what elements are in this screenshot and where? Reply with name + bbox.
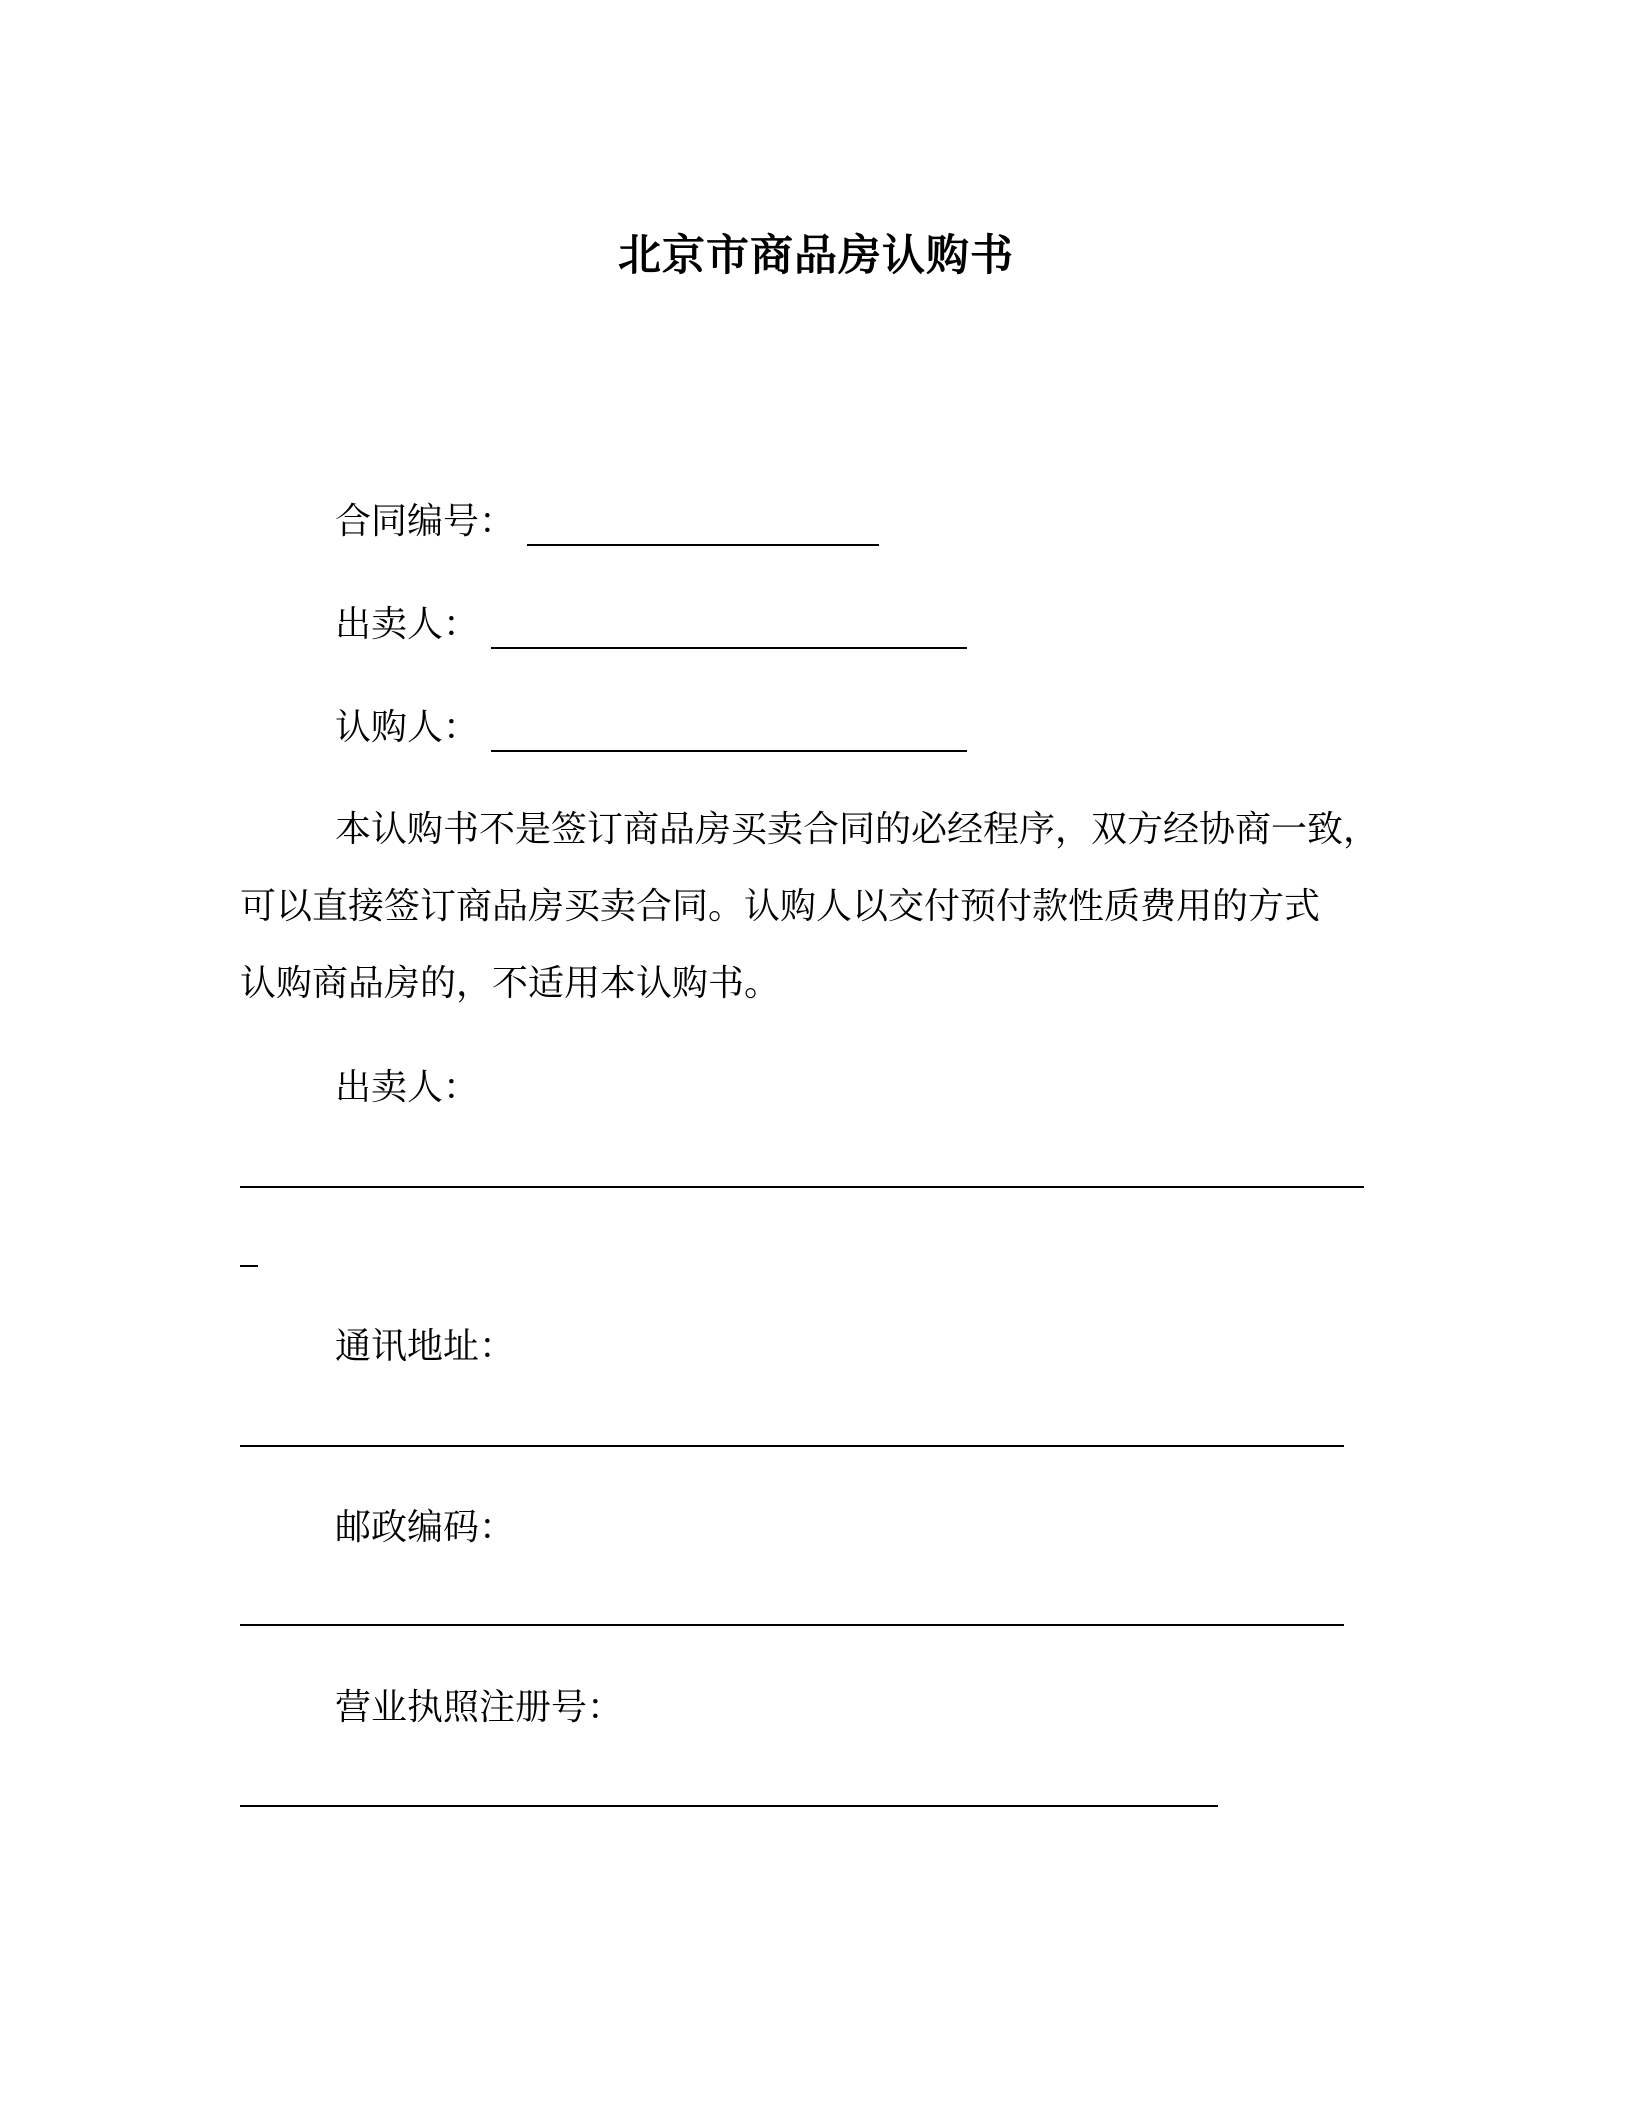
address-blank[interactable]	[240, 1445, 1344, 1447]
postal-code-label: 邮政编码：	[335, 1507, 516, 1548]
buyer-blank[interactable]	[491, 716, 967, 752]
contract-number-blank[interactable]	[527, 510, 879, 546]
buyer-label: 认购人：	[335, 707, 480, 748]
intro-paragraph-line: 可以直接签订商品房买卖合同。认购人以交付预付款性质费用的方式	[240, 886, 1321, 927]
seller-blank[interactable]	[491, 613, 967, 649]
seller-section-heading: 出卖人：	[335, 1067, 480, 1108]
business-license-label: 营业执照注册号：	[335, 1687, 624, 1728]
seller-name-blank-continued	[240, 1265, 258, 1267]
buyer-field	[335, 704, 967, 752]
seller-name-blank[interactable]	[240, 1186, 1364, 1188]
intro-paragraph-line: 本认购书不是签订商品房买卖合同的必经程序，双方经协商一致，	[335, 809, 1380, 850]
intro-paragraph-line: 认购商品房的，不适用本认购书。	[240, 963, 781, 1004]
seller-label: 出卖人：	[335, 604, 480, 645]
postal-code-blank[interactable]	[240, 1624, 1344, 1626]
contract-number-field	[335, 498, 879, 546]
document-title: 北京市商品房认购书	[618, 231, 1014, 281]
contract-number-label: 合同编号：	[335, 501, 516, 542]
business-license-blank[interactable]	[240, 1805, 1218, 1807]
address-label: 通讯地址：	[335, 1326, 516, 1367]
seller-field	[335, 601, 967, 649]
